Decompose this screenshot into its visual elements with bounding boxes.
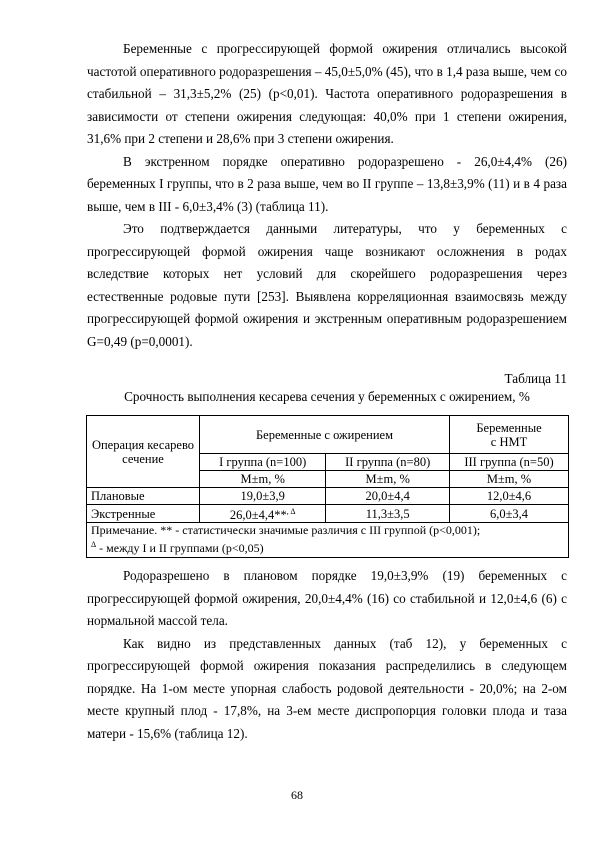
stat-label-3: M±m, % (450, 471, 569, 488)
header-group-2: II группа (n=80) (326, 454, 450, 471)
header-group-1: I группа (n=100) (200, 454, 326, 471)
table-row (87, 488, 569, 505)
header-normal (450, 416, 569, 454)
paragraph: Беременные с прогрессирующей формой ожирения отличались высокой частотой оперативного родоразрешения – 45,0±5,0% (45), что в 1,4 раза выше, чем со стабильной – 31,3±5,2% (25) (р<0,01). Частота оперативного родоразрешения в зависимости от степени ожирения следующая: 40,0% при 1 степени ожирения, 31,6% при 2 степени и 28,6% при 3 степени ожирения. (87, 41, 567, 146)
header-operation: Операция кесарево сечение (87, 416, 200, 488)
row-label: Плановые (87, 488, 200, 505)
data-table (86, 415, 569, 558)
paragraph: Это подтверждается данными литературы, что у беременных с прогрессирующей формой ожирения чаще возникают осложнения в родах вследствие которых нет условий для скорейшего родоразрешения через естественные родовые пути [253]. Выявлена корреляционная взаимосвязь между прогрессирующей формой ожирения и экстренным оперативным родоразрешением G=0,49 (p=0,0001). (87, 221, 567, 349)
table-number-label: Таблица 11 (504, 371, 567, 386)
significance-mark: , Δ (286, 507, 296, 516)
cell-value: 26,0±4,4** (229, 508, 287, 523)
table-note (87, 523, 569, 558)
body-text-bottom (87, 565, 567, 745)
paragraph: В экстренном порядке оперативно родоразрешено - 26,0±4,4% (26) беременных I группы, что в 2 раза выше, чем во II группе – 13,8±3,9% (11) и в 4 раза выше, чем в III - 6,0±3,4% (3) (таблица 11). (87, 153, 567, 214)
cell-group-2: 20,0±4,4 (326, 488, 450, 505)
paragraph: Родоразрешено в плановом порядке 19,0±3,9% (19) беременных с прогрессирующей формой ожирения, 20,0±4,4% (16) со стабильной и 12,0±4,6 (6) с нормальной массой тела. (87, 568, 567, 628)
cell-group-1 (200, 505, 326, 523)
page-number: 68 (291, 788, 303, 802)
paragraph: Как видно из представленных данных (таб 12), у беременных с прогрессирующей формой ожирения показания распределились в следующем порядке. На 1-ом месте упорная слабость родовой деятельности - 20,0%; на 2-ом месте крупный плод - 17,8%, на 3-ем месте диспропорция головки плода и таза матери - 15,6% (таблица 12). (87, 635, 567, 741)
header-obese: Беременные с ожирением (200, 416, 450, 454)
row-label: Экстренные (87, 505, 200, 523)
table-header-row (87, 416, 569, 454)
stat-label-1: M±m, % (200, 471, 326, 488)
note-mark: Δ (91, 539, 97, 549)
header-group-3: III группа (n=50) (450, 454, 569, 471)
cell-group-1: 19,0±3,9 (200, 488, 326, 505)
cell-group-2: 11,3±3,5 (326, 505, 450, 523)
note-line-1: Примечание. ** - статистически значимые различия с III группой (p<0,001); (91, 523, 481, 538)
table-row (87, 505, 569, 523)
note-line-2: - между I и II группами (p<0,05) (96, 540, 264, 555)
header-normal-line2: с НМТ (490, 434, 528, 449)
table-note-row (87, 523, 569, 558)
body-text-top (87, 38, 567, 353)
cell-group-3: 12,0±4,6 (450, 488, 569, 505)
table-title: Срочность выполнения кесарева сечения у беременных с ожирением, % (124, 389, 530, 404)
cell-group-3: 6,0±3,4 (450, 505, 569, 523)
stat-label-2: M±m, % (326, 471, 450, 488)
header-normal-line1: Беременные (476, 420, 542, 435)
